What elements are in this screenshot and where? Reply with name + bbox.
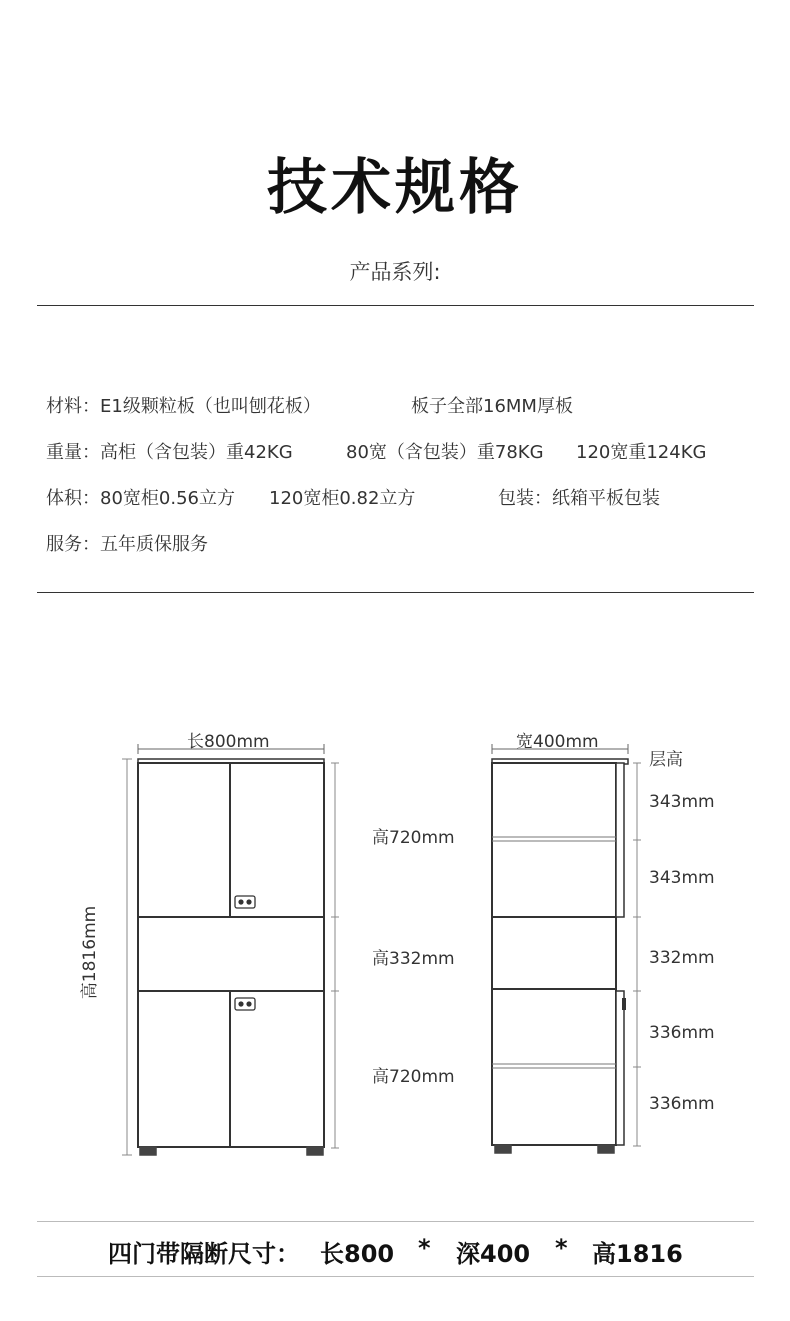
page-title: 技术规格 bbox=[267, 153, 523, 223]
footer-separator: * bbox=[555, 1234, 568, 1262]
spec-board: 板子全部16MM厚板 bbox=[411, 396, 573, 417]
lock-icon bbox=[235, 998, 255, 1010]
divider-footer-bottom bbox=[37, 1276, 754, 1277]
footer-label: 四门带隔断尺寸： bbox=[108, 1240, 300, 1268]
footer-height: 高1816 bbox=[592, 1240, 683, 1268]
series-label: 产品系列: bbox=[349, 260, 441, 284]
spec-weight-tall: 重量：高柜（含包装）重42KG bbox=[46, 442, 293, 463]
front-width-label: 长800mm bbox=[187, 732, 270, 752]
shelf-height-header: 层高 bbox=[649, 750, 683, 770]
divider-footer-top bbox=[37, 1221, 754, 1222]
spec-weight-80: 80宽（含包装）重78KG bbox=[346, 442, 544, 463]
front-section-lower: 高720mm bbox=[372, 1067, 455, 1087]
shelf-height-2: 343mm bbox=[649, 868, 715, 888]
footer-separator: * bbox=[418, 1234, 431, 1262]
spec-volume-80: 体积：80宽柜0.56立方 bbox=[46, 488, 235, 509]
spec-packing: 包装：纸箱平板包装 bbox=[498, 488, 660, 509]
front-section-upper: 高720mm bbox=[372, 828, 455, 848]
spec-weight-120: 120宽重124KG bbox=[576, 442, 707, 463]
side-view bbox=[492, 744, 641, 1153]
lock-side-icon bbox=[622, 998, 626, 1010]
front-section-middle: 高332mm bbox=[372, 949, 455, 969]
shelf-height-5: 336mm bbox=[649, 1094, 715, 1114]
spec-material: 材料：E1级颗粒板（也叫刨花板） bbox=[46, 396, 321, 417]
shelf-height-1: 343mm bbox=[649, 792, 715, 812]
footer-length: 长800 bbox=[320, 1240, 395, 1268]
spec-service: 服务：五年质保服务 bbox=[46, 534, 208, 555]
lock-icon bbox=[235, 896, 255, 908]
front-view bbox=[122, 744, 339, 1155]
shelf-height-3: 332mm bbox=[649, 948, 715, 968]
side-depth-label: 宽400mm bbox=[516, 732, 599, 752]
front-height-label: 高1816mm bbox=[80, 905, 101, 1000]
spec-volume-120: 120宽柜0.82立方 bbox=[269, 488, 416, 509]
shelf-height-4: 336mm bbox=[649, 1023, 715, 1043]
footer-depth: 深400 bbox=[456, 1240, 531, 1268]
